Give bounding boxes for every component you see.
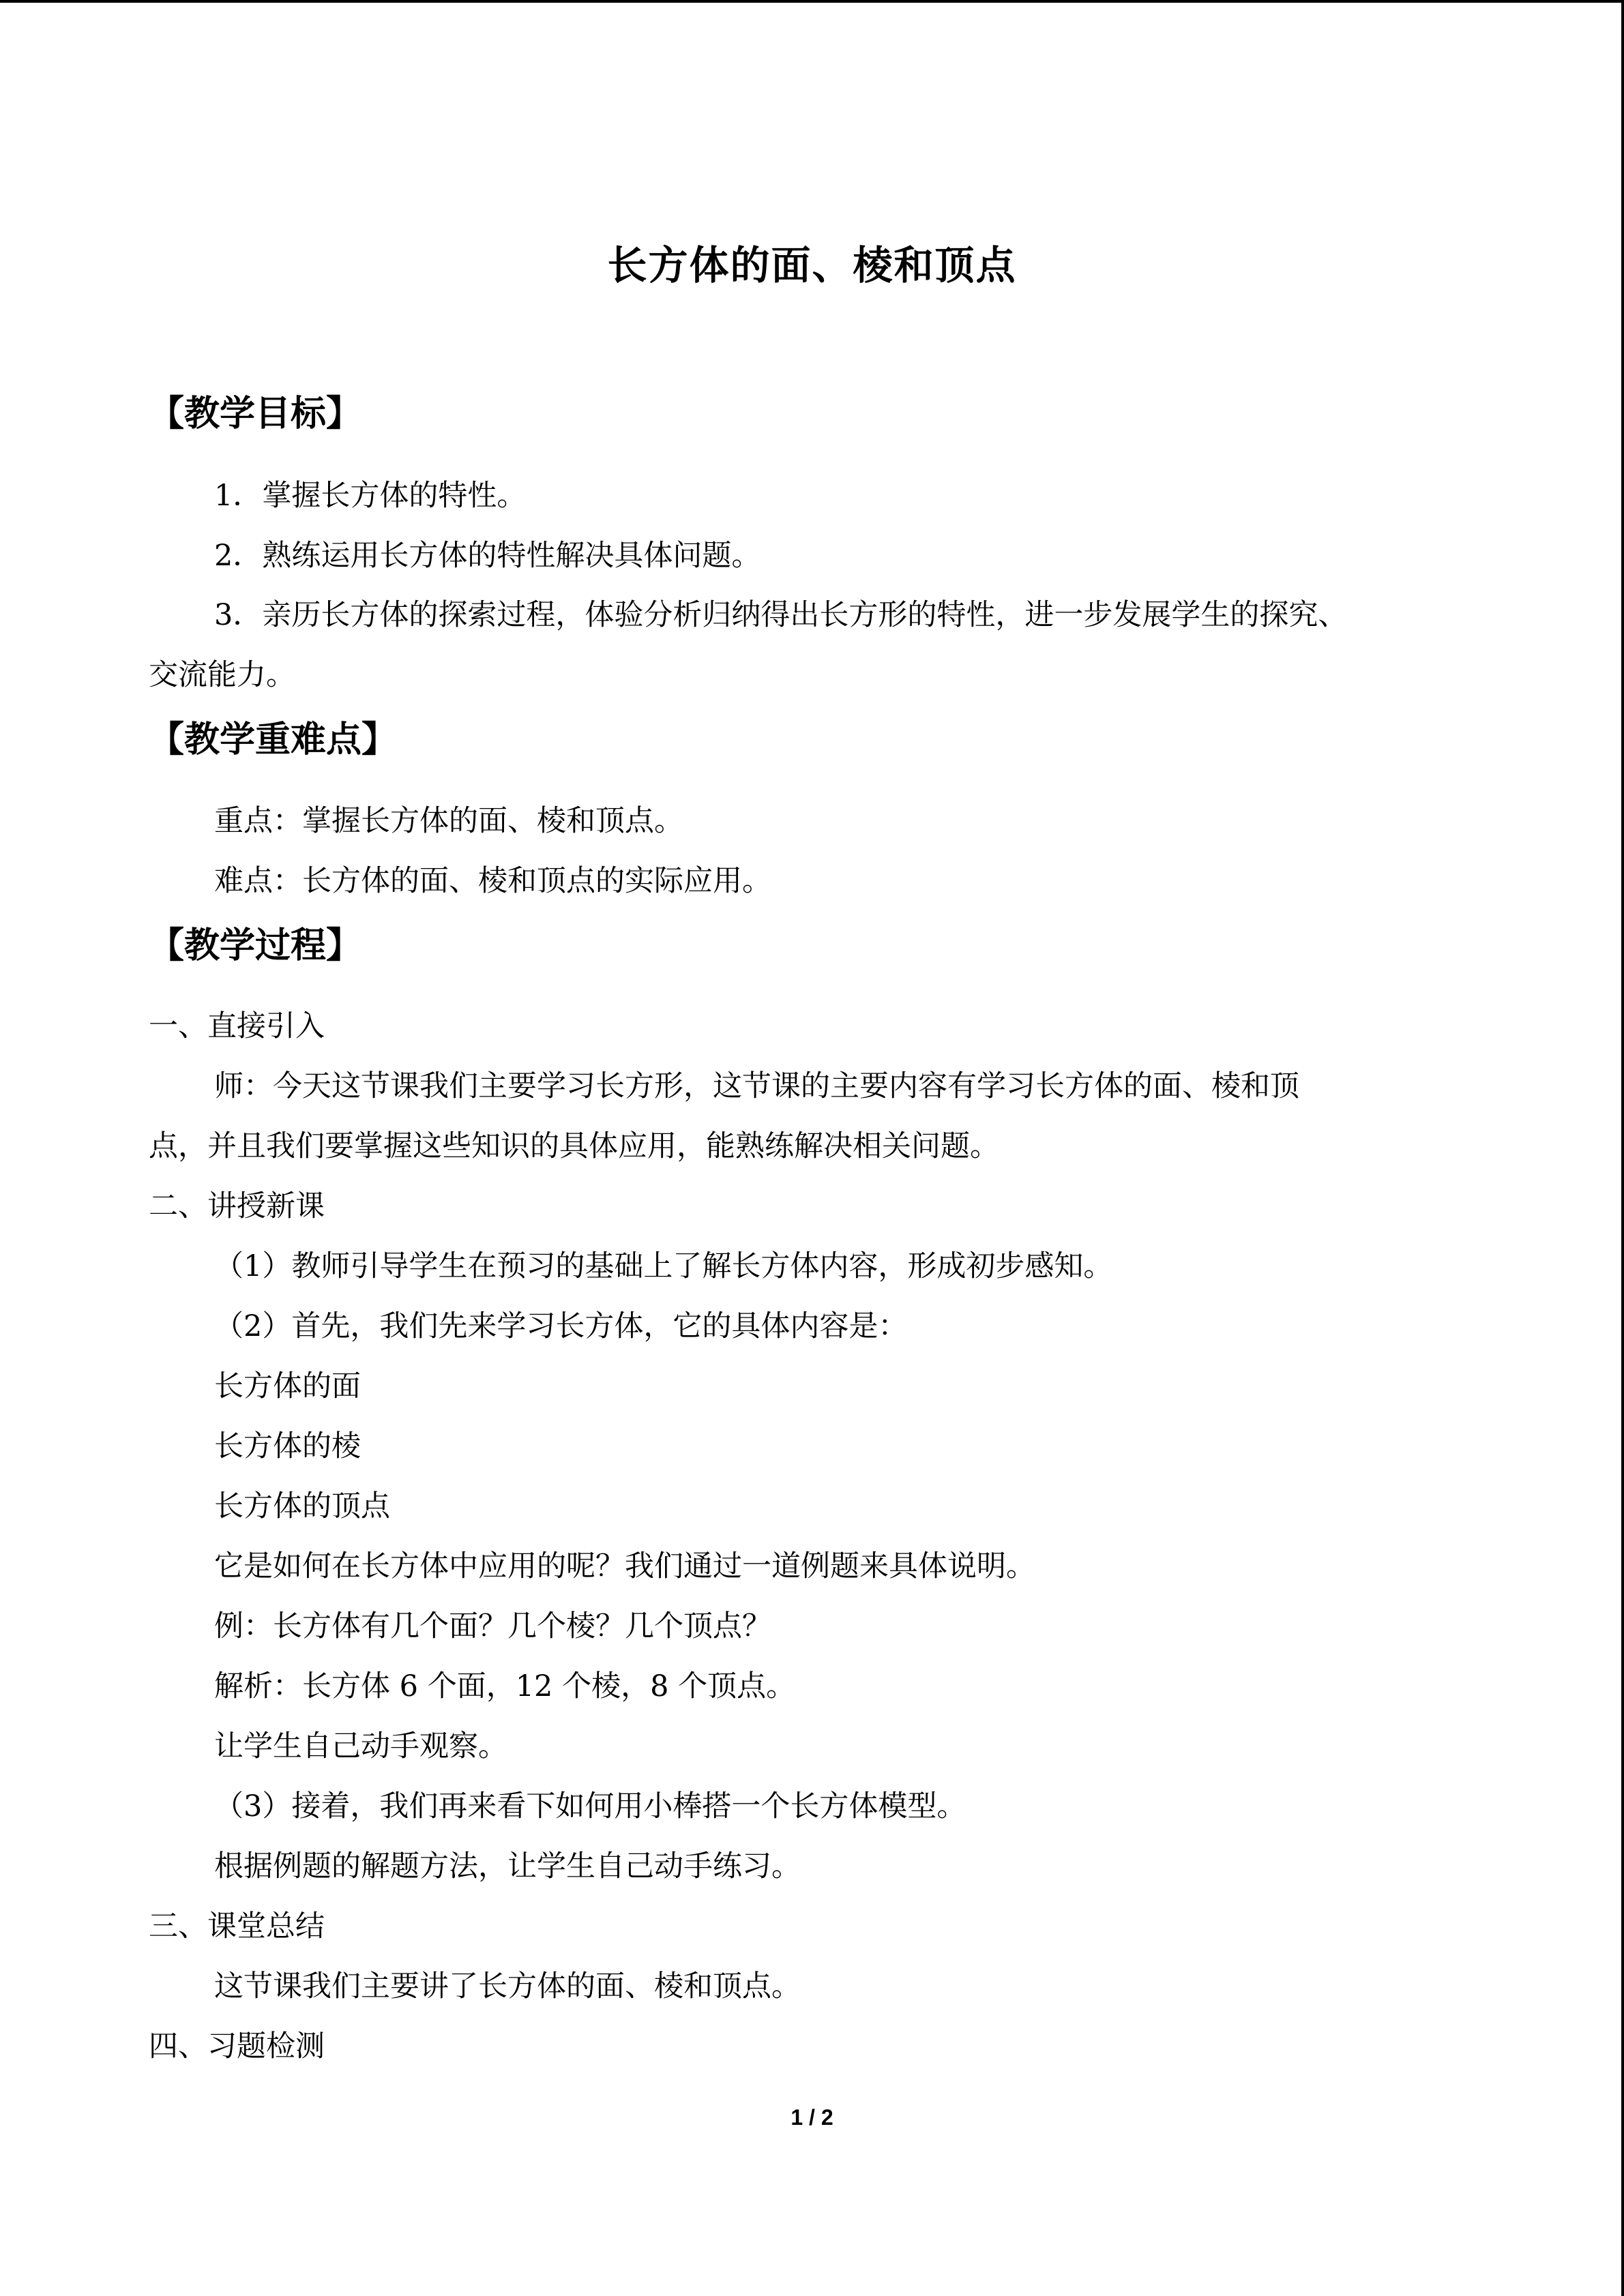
part2-line: （3）接着，我们再来看下如何用小棒搭一个长方体模型。 <box>214 1789 966 1823</box>
difficult-point-item: 难点：长方体的面、棱和顶点的实际应用。 <box>214 864 771 898</box>
part2-line: 它是如何在长方体中应用的呢？我们通过一道例题来具体说明。 <box>214 1549 1035 1583</box>
part3-line: 这节课我们主要讲了长方体的面、棱和顶点。 <box>214 1969 801 2003</box>
part2-line: 长方体的面 <box>214 1369 361 1403</box>
part2-line: 长方体的顶点 <box>214 1489 390 1523</box>
part2-line: （1）教师引导学生在预习的基础上了解长方体内容，形成初步感知。 <box>214 1249 1113 1283</box>
document-title: 长方体的面、棱和顶点 <box>607 241 1017 288</box>
part3-title: 三、课堂总结 <box>149 1909 325 1943</box>
part1-line: 师：今天这节课我们主要学习长方形，这节课的主要内容有学习长方体的面、棱和顶 <box>214 1069 1299 1103</box>
key-point-item: 重点：掌握长方体的面、棱和顶点。 <box>214 804 683 838</box>
part4-title: 四、习题检测 <box>149 2029 325 2063</box>
objective-item-3: 3．亲历长方体的探索过程，体验分析归纳得出长方形的特性，进一步发展学生的探究、 <box>214 598 1348 632</box>
part2-title: 二、讲授新课 <box>149 1189 325 1223</box>
process-heading: 【教学过程】 <box>149 925 362 966</box>
part2-line: 根据例题的解题方法，让学生自己动手练习。 <box>214 1849 801 1883</box>
objectives-heading: 【教学目标】 <box>149 393 362 434</box>
part1-line: 点，并且我们要掌握这些知识的具体应用，能熟练解决相关问题。 <box>149 1129 999 1163</box>
key-points-heading: 【教学重难点】 <box>149 719 398 760</box>
part2-line: 解析：长方体 6 个面，12 个棱，8 个顶点。 <box>214 1669 796 1703</box>
part1-title: 一、直接引入 <box>149 1009 325 1043</box>
objective-item-1: 1．掌握长方体的特性。 <box>214 479 527 513</box>
objective-item-2: 2．熟练运用长方体的特性解决具体问题。 <box>214 539 761 573</box>
page-number: 1 / 2 <box>791 2105 833 2130</box>
part2-line: 让学生自己动手观察。 <box>214 1729 507 1763</box>
part2-line: 长方体的棱 <box>214 1429 361 1463</box>
part2-line: 例：长方体有几个面？几个棱？几个顶点？ <box>214 1609 771 1643</box>
page-border-top <box>0 0 1624 3</box>
part2-line: （2）首先，我们先来学习长方体，它的具体内容是： <box>214 1309 908 1343</box>
page-border-right <box>1621 0 1624 2296</box>
objective-item-3-continued: 交流能力。 <box>149 658 295 692</box>
